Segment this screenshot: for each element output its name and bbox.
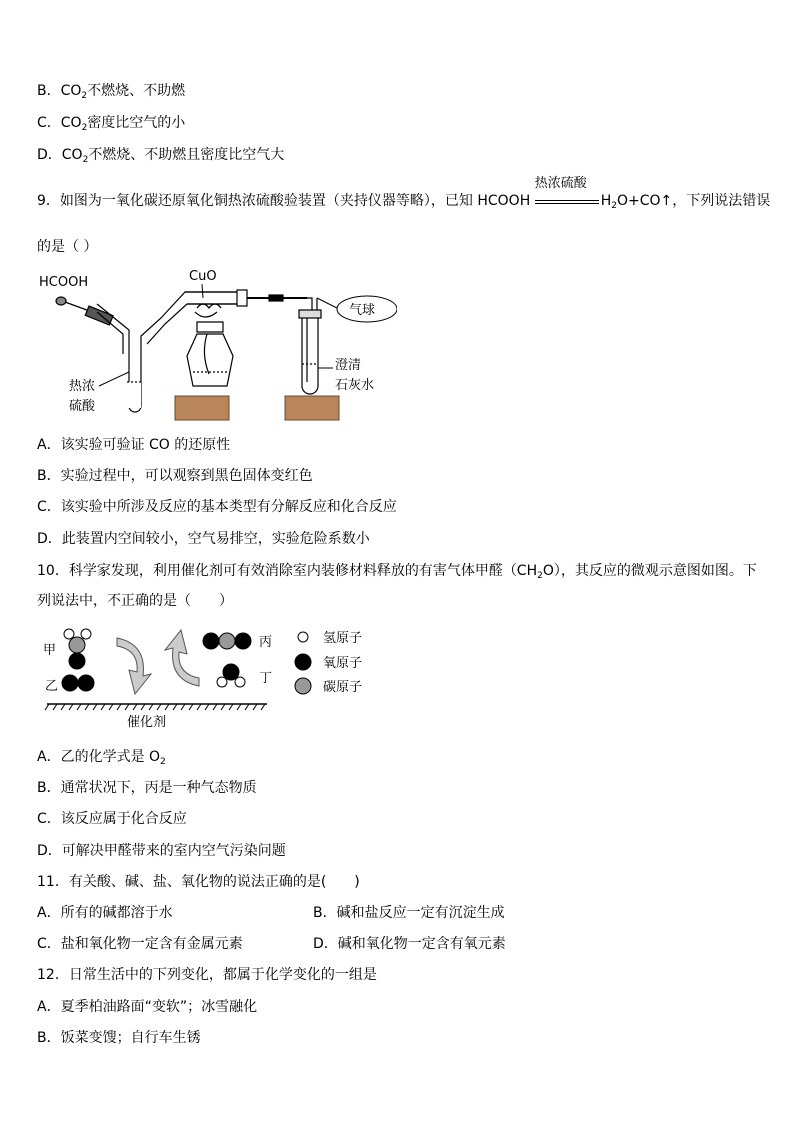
q10-option-d: D．可解决甲醛带来的室内空气污染问题 [37,843,286,859]
legend-oxygen-swatch [295,654,311,670]
q11-option-a: A．所有的碱都溶于水 [37,905,173,921]
hcooh-label: HCOOH [39,275,89,290]
q10-stem: 10．科学家发现，利用催化剂可有效消除室内装修材料释放的有害气体甲醛$(CH_2O)$，其反应的微观示意图如图。下 [37,563,757,581]
curved-arrow-down [117,638,151,694]
q8-option-b: B．$CO_2$不燃烧、不助燃 [37,83,186,101]
q9-option-d: D．此装置内空间较小，空气易排空，实验危险系数小 [37,531,370,547]
label-jia: 甲 [43,643,57,658]
q12-stem: 12．日常生活中的下列变化，都属于化学变化的一组是 [37,967,377,983]
label-yi: 乙 [45,679,59,694]
label-ding: 丁 [259,671,273,686]
q9-option-c: C．该实验中所涉及反应的基本类型有分解反应和化合反应 [37,499,397,515]
q10-stem-cont: 列说法中，不正确的是（ ） [37,593,233,609]
q9-stem: 9．如图为一氧化碳还原氧化铜热浓硫酸验装置（夹持仪器等略），已知 HCOOH 热浓硫酸 $H_2O+CO↑$，下列说法错误 [37,176,771,211]
reaction-tube [185,290,317,314]
curved-arrow-up [165,630,199,686]
q10-option-b: B．通常状况下，丙是一种气态物质 [37,780,257,796]
reaction-arrow [534,176,601,211]
catalyst-hatching [45,704,265,710]
lime-label-1: 澄清 [335,358,362,373]
molecule-bing [203,633,251,649]
molecule-jia [64,629,91,669]
legend-carbon: 碳原子 [323,680,363,695]
q9-apparatus-figure [37,264,397,424]
atom-legend [295,631,362,695]
legend-carbon-swatch [295,678,311,694]
legend-oxygen: 氧原子 [323,656,363,671]
label-catalyst: 催化剂 [127,715,167,730]
lime-label-2: 石灰水 [335,378,375,393]
label-bing: 丙 [259,635,273,650]
q10-micro-diagram [37,624,387,732]
acid-label-2: 硫酸 [69,399,96,414]
legend-hydrogen-swatch [298,632,308,642]
molecule-yi [62,675,94,691]
q12-option-a: A．夏季柏油路面“变软”；冰雪融化 [37,999,258,1015]
q11-stem: 11．有关酸、碱、盐、氧化物的说法正确的是( ) [37,874,360,890]
tube-stand [285,396,339,420]
reaction-condition: 热浓硫酸 [534,176,587,191]
lamp-stand [175,396,229,420]
q9-option-b: B．实验过程中，可以观察到黑色固体变红色 [37,468,313,484]
dropper [56,297,113,325]
acid-pointer [99,372,129,386]
q9-option-a: A．该实验可验证 CO 的还原性 [37,437,231,453]
test-tube [299,310,321,394]
q9-stem-cont: 的是（ ） [37,239,98,255]
q10-option-a: A．乙的化学式是 $O_2$ [37,749,166,767]
q8-option-d: D．$CO_2$不燃烧、不助燃且密度比空气大 [37,147,285,165]
q12-option-b: B．饭菜变馊；自行车生锈 [37,1030,201,1046]
q11-option-b: B．碱和盐反应一定有沉淀生成 [313,905,505,921]
balloon-label: 气球 [349,303,376,318]
cuo-label: CuO [189,269,217,284]
y-tube [97,292,242,412]
acid-label-1: 热浓 [69,379,96,394]
q8-option-c: C．$CO_2$密度比空气的小 [37,115,186,133]
balloon [317,296,397,322]
q11-option-d: D．碱和氧化物一定含有氧元素 [313,936,506,952]
q11-option-c: C．盐和氧化物一定含有金属元素 [37,936,243,952]
q10-option-c: C．该反应属于化合反应 [37,811,187,827]
cuo-pointer [202,284,203,298]
alcohol-lamp [187,304,233,386]
legend-hydrogen: 氢原子 [323,631,363,646]
molecule-ding [217,664,245,687]
